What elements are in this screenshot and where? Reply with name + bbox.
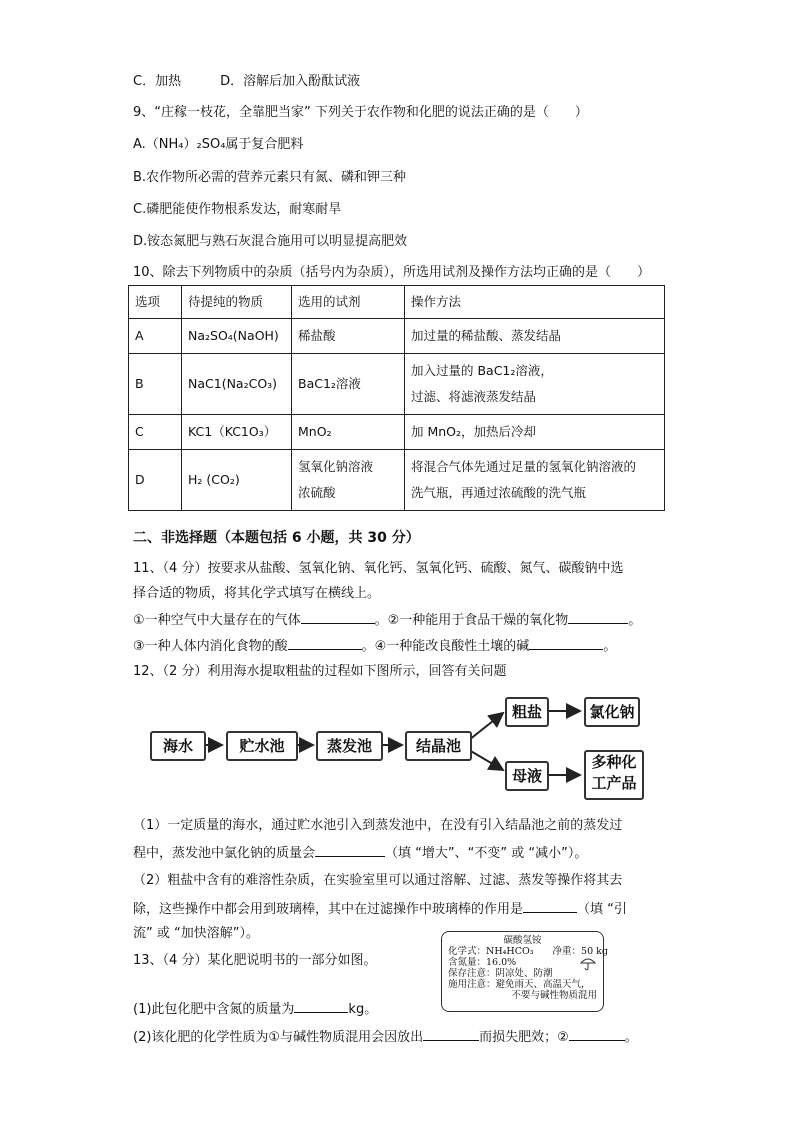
q13-text: 而损失肥效；② xyxy=(479,1030,569,1045)
flow-box-evaporation: 蒸发池 xyxy=(316,731,383,761)
table-header: 操作方法 xyxy=(405,286,665,319)
flow-box-reservoir: 贮水池 xyxy=(226,731,298,761)
table-cell: BaC1₂溶液 xyxy=(292,354,405,415)
table-header: 待提纯的物质 xyxy=(182,286,292,319)
q12-text: 程中，蒸发池中氯化钠的质量会 xyxy=(133,846,316,861)
answer-blank[interactable] xyxy=(294,999,348,1013)
flow-box-line: 多种化 xyxy=(591,753,637,771)
table-cell: B xyxy=(129,354,182,415)
label-usage: 施用注意：避免雨天、高温天气， xyxy=(448,979,591,990)
q12-text: （填 “引 xyxy=(577,902,627,917)
flow-box-products xyxy=(584,750,644,800)
q13-text: (2)该化肥的化学性质为①与碱性物质混用会因放出 xyxy=(133,1030,424,1045)
flow-box-crystallization: 结晶池 xyxy=(405,731,472,761)
table-cell: C xyxy=(129,415,182,450)
q12-part2-line2 xyxy=(133,899,627,919)
q12-text: （填 “增大”、“不变” 或 “减小”）。 xyxy=(385,846,588,861)
umbrella-icon xyxy=(580,955,596,971)
arrow xyxy=(469,750,503,770)
q13-part1 xyxy=(133,999,377,1019)
table-cell: D xyxy=(129,450,182,511)
q10-stem: 10、除去下列物质中的杂质（括号内为杂质），所选用试剂及操作方法均正确的是（ ） xyxy=(133,265,651,280)
table-header: 选用的试剂 xyxy=(292,286,405,319)
q11-text: 。 xyxy=(603,639,617,654)
answer-blank[interactable] xyxy=(523,899,577,913)
table-cell: MnO₂ xyxy=(292,415,405,450)
cell-line: 氢氧化钠溶液 xyxy=(298,459,374,474)
table-cell: 加过量的稀盐酸、蒸发结晶 xyxy=(405,319,665,354)
flow-box-mother-liquor: 母液 xyxy=(505,761,549,791)
q11-text: ①一种空气中大量存在的气体 xyxy=(133,613,301,628)
q11-line-2: 择合适的物质，将其化学式填写在横线上。 xyxy=(133,586,381,601)
cell-line: 浓硫酸 xyxy=(298,485,336,500)
label-usage-2: 不要与碱性物质混用 xyxy=(511,990,597,1001)
flow-box-seawater: 海水 xyxy=(150,731,206,761)
table-header: 选项 xyxy=(129,286,182,319)
label-nitrogen: 含氮量：16.0% xyxy=(448,957,517,968)
q13-text: kg。 xyxy=(348,1002,378,1017)
arrow xyxy=(469,713,503,740)
cell-line: 加入过量的 BaC1₂溶液， xyxy=(411,363,553,378)
q9-option-d: D.铵态氮肥与熟石灰混合施用可以明显提高肥效 xyxy=(133,234,408,249)
label-formula: 化学式：NH₄HCO₃ 净重：50 kg xyxy=(448,946,609,957)
table-cell: NaC1(Na₂CO₃) xyxy=(182,354,292,415)
q13-part2 xyxy=(133,1027,638,1047)
table-cell: A xyxy=(129,319,182,354)
cell-line: 洗气瓶，再通过浓硫酸的洗气瓶 xyxy=(411,485,587,500)
answer-blank[interactable] xyxy=(315,843,385,857)
q12-part1-line2 xyxy=(133,843,587,863)
q11-line-1: 11、（4 分）按要求从盐酸、氢氧化钠、氧化钙、氢氧化钙、硫酸、氮气、碳酸钠中选 xyxy=(133,561,624,576)
q13-text: 。 xyxy=(624,1030,638,1045)
q12-part1-line1: （1）一定质量的海水，通过贮水池引入到蒸发池中，在没有引入结晶池之前的蒸发过 xyxy=(133,818,623,833)
table-cell: KC1（KC1O₃） xyxy=(182,415,292,450)
table-cell: 稀盐酸 xyxy=(292,319,405,354)
label-title: 碳酸氢铵 xyxy=(503,935,542,946)
q12-part2-line3: 流” 或 “加快溶解”）。 xyxy=(133,926,259,941)
flow-box-crude-salt: 粗盐 xyxy=(505,697,549,727)
q9-option-c: C.磷肥能使作物根系发达，耐寒耐旱 xyxy=(133,202,342,217)
table-cell: H₂ (CO₂) xyxy=(182,450,292,511)
answer-blank[interactable] xyxy=(569,1027,625,1041)
q12-part2-line1: （2）粗盐中含有的难溶性杂质，在实验室里可以通过溶解、过滤、蒸发等操作将其去 xyxy=(133,873,623,888)
q9-stem: 9、“庄稼一枝花，全靠肥当家” 下列关于农作物和化肥的说法正确的是（ ） xyxy=(133,105,588,120)
q13-text: (1)此包化肥中含氮的质量为 xyxy=(133,1002,295,1017)
q9-option-b: B.农作物所必需的营养元素只有氮、磷和钾三种 xyxy=(133,170,407,185)
q8-options: C．加热 D．溶解后加入酚酞试液 xyxy=(133,74,361,89)
cell-line: 过滤、将滤液蒸发结晶 xyxy=(411,389,537,404)
q9-option-a: A.（NH₄）₂SO₄属于复合肥料 xyxy=(133,137,304,152)
q12-stem: 12、（2 分）利用海水提取粗盐的过程如下图所示，回答有关问题 xyxy=(133,664,507,679)
table-cell: 加 MnO₂，加热后冷却 xyxy=(405,415,665,450)
answer-blank[interactable] xyxy=(423,1027,479,1041)
flow-box-nacl: 氯化钠 xyxy=(584,697,640,727)
q12-text: 除，这些操作中都会用到玻璃棒，其中在过滤操作中玻璃棒的作用是 xyxy=(133,902,524,917)
label-storage: 保存注意：阴凉处、防潮 xyxy=(448,968,553,979)
q11-text: ③一种人体内消化食物的酸 xyxy=(133,639,288,654)
table-cell: Na₂SO₄(NaOH) xyxy=(182,319,292,354)
section-heading: 二、非选择题（本题包括 6 小题，共 30 分） xyxy=(133,530,420,546)
cell-line: 将混合气体先通过足量的氢氧化钠溶液的 xyxy=(411,459,637,474)
q11-text: 。②一种能用于食品干燥的氧化物 xyxy=(374,613,569,628)
fertilizer-label xyxy=(441,931,609,1012)
q13-stem: 13、（4 分）某化肥说明书的一部分如图。 xyxy=(133,953,377,968)
q11-text: 。④一种能改良酸性土壤的碱 xyxy=(361,639,530,654)
q11-text: 。 xyxy=(628,613,642,628)
flow-box-line: 工产品 xyxy=(591,774,637,792)
